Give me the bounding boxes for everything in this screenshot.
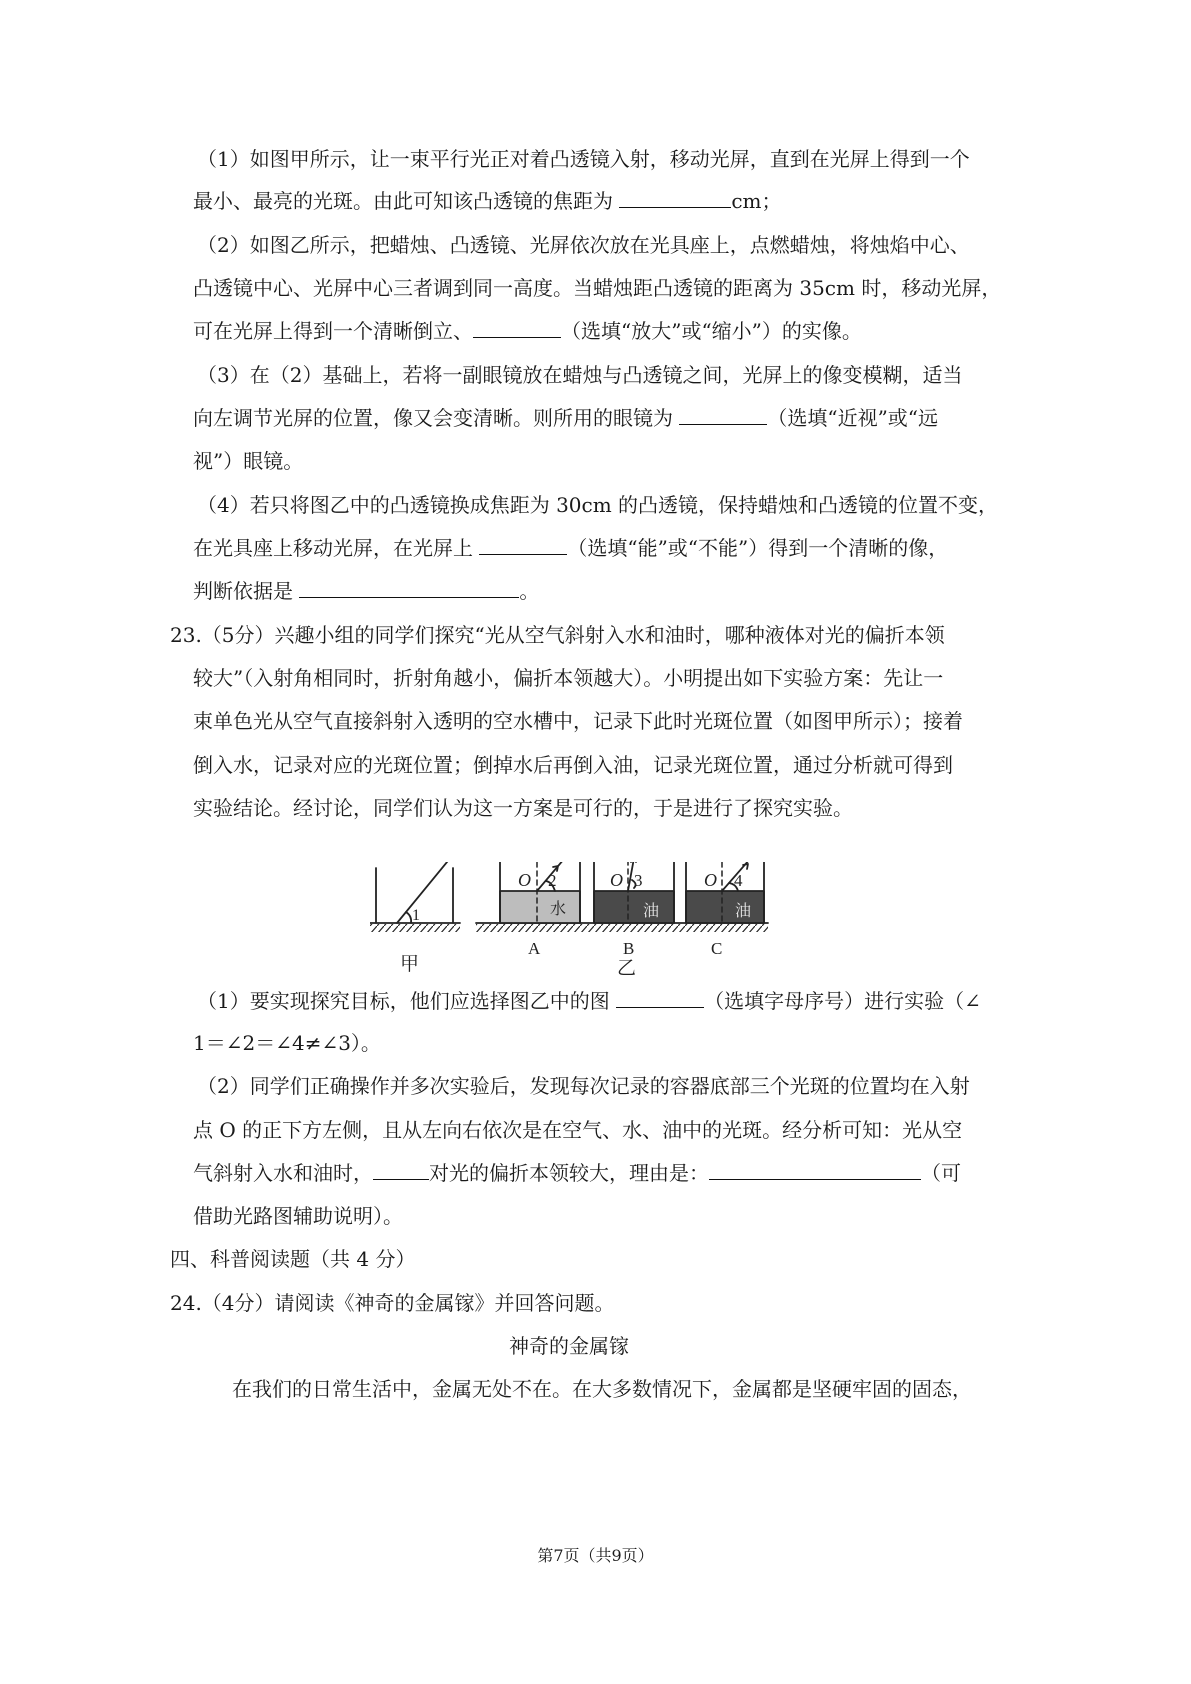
q22-p2-line3 [193, 318, 862, 344]
q23-s1-text: （1）要实现探究目标，他们应选择图乙中的图 [197, 989, 617, 1013]
q22-p3-line2 [193, 405, 938, 431]
light-ray-c [722, 862, 770, 891]
q22-p2-text: 可在光屏上得到一个清晰倒立、 [193, 319, 473, 343]
article-title: 神奇的金属镓 [509, 1334, 629, 1358]
q22-p4-line3 [193, 578, 539, 604]
oil-label-c: 油 [735, 903, 752, 920]
q23-s2-text-tail: （可 [921, 1161, 961, 1185]
q23-s2-line2: 点 O 的正下方左侧，且从左向右依次是在空气、水、油中的光斑。经分析可知：光从空 [193, 1118, 963, 1142]
answer-blank-figure-choice[interactable] [616, 989, 704, 1008]
q23-s1-text-tail: （选填字母序号）进行实验（∠ [704, 989, 981, 1013]
q22-p3-text-tail: （选填“近视”或“远 [767, 406, 939, 430]
answer-blank-glasses[interactable] [679, 406, 767, 425]
q23-s2-line3 [193, 1160, 961, 1186]
angle-label-2: 2 [548, 871, 557, 890]
q23-s1-line1 [197, 988, 981, 1014]
q22-p2-text-tail: （选填“放大”或“缩小”）的实像。 [561, 319, 862, 343]
q22-p4-line2 [193, 535, 948, 561]
answer-blank-can-image[interactable] [479, 536, 567, 555]
angle-label-1: 1 [412, 907, 420, 924]
q22-p1-line1: （1）如图甲所示，让一束平行光正对着凸透镜入射，移动光屏，直到在光屏上得到一个 [197, 147, 970, 171]
q22-p1-text: 最小、最亮的光斑。由此可知该凸透镜的焦距为 [193, 189, 620, 213]
q23-line1: 23.（5分）兴趣小组的同学们探究“光从空气斜射入水和油时，哪种液体对光的偏折本领 [170, 623, 945, 647]
caption-yi: 乙 [617, 958, 637, 979]
q22-p4-line1: （4）若只将图乙中的凸透镜换成焦距为 30cm 的凸透镜，保持蜡烛和凸透镜的位置不变， [197, 493, 999, 517]
q23-line2: 较大”（入射角相同时，折射角越小，偏折本领越大）。小明提出如下实验方案：先让一 [193, 666, 944, 690]
oil-fill-c [686, 891, 764, 923]
point-o-c: O [704, 870, 717, 890]
q23-s2-line4: 借助光路图辅助说明）。 [193, 1204, 403, 1228]
page-footer: 第7页（共9页） [537, 1546, 654, 1565]
q23-s2-text: 气斜射入水和油时， [193, 1161, 373, 1185]
tank-a [500, 862, 580, 923]
answer-blank-focal-length[interactable] [619, 189, 731, 208]
q23-line4: 倒入水，记录对应的光斑位置；倒掉水后再倒入油，记录光斑位置，通过分析就可得到 [193, 753, 953, 777]
q23-line5: 实验结论。经讨论，同学们认为这一方案是可行的，于是进行了探究实验。 [193, 796, 853, 820]
q22-p2-line1: （2）如图乙所示，把蜡烛、凸透镜、光屏依次放在光具座上，点燃蜡烛，将烛焰中心、 [197, 233, 970, 257]
q22-p4-period: 。 [519, 579, 540, 603]
oil-fill-b [594, 891, 674, 923]
q22-p3-line3: 视”）眼镜。 [193, 449, 304, 473]
q22-p1-unit: cm； [731, 189, 782, 213]
answer-blank-basis[interactable] [299, 579, 519, 598]
point-o-b: O [610, 870, 623, 890]
q22-p4-text: 在光具座上移动光屏，在光屏上 [193, 536, 480, 560]
q22-p3-text: 向左调节光屏的位置，像又会变清晰。则所用的眼镜为 [193, 406, 680, 430]
caption-jia: 甲 [400, 954, 420, 975]
oil-label-b: 油 [643, 903, 660, 920]
water-label: 水 [550, 901, 567, 918]
label-a: A [528, 939, 541, 958]
water-fill [500, 891, 580, 923]
tank-c [686, 862, 770, 923]
q22-p4-basis-label: 判断依据是 [193, 579, 300, 603]
q23-s1-line2: 1＝∠2＝∠4≠∠3）。 [193, 1031, 381, 1055]
label-c: C [711, 939, 723, 958]
answer-blank-liquid[interactable] [373, 1161, 429, 1180]
q24-line1: 24.（4分）请阅读《神奇的金属镓》并回答问题。 [170, 1291, 615, 1315]
answer-blank-image-size[interactable] [473, 319, 561, 338]
angle-label-3: 3 [634, 871, 643, 890]
q23-line3: 束单色光从空气直接斜射入透明的空水槽中，记录下此时光斑位置（如图甲所示）；接着 [193, 709, 963, 733]
point-o-a: O [518, 870, 531, 890]
angle-arc-1 [406, 912, 411, 923]
q22-p4-text-tail: （选填“能”或“不能”）得到一个清晰的像， [567, 536, 949, 560]
section-heading: 四、科普阅读题（共 4 分） [170, 1247, 416, 1271]
answer-blank-reason[interactable] [709, 1161, 921, 1180]
label-b: B [623, 939, 635, 958]
q22-p3-line1: （3）在（2）基础上，若将一副眼镜放在蜡烛与凸透镜之间，光屏上的像变模糊，适当 [197, 363, 963, 387]
figure-jia [370, 862, 470, 932]
q23-s2-line1: （2）同学们正确操作并多次实验后，发现每次记录的容器底部三个光斑的位置均在入射 [197, 1074, 970, 1098]
q22-p1-line2 [193, 188, 782, 214]
article-paragraph: 在我们的日常生活中，金属无处不在。在大多数情况下，金属都是坚硬牢固的固态， [232, 1377, 972, 1401]
q23-s2-text-mid: 对光的偏折本领较大，理由是： [429, 1161, 709, 1185]
angle-label-4: 4 [734, 871, 743, 890]
refraction-figure [370, 862, 800, 982]
q22-p2-line2: 凸透镜中心、光屏中心三者调到同一高度。当蜡烛距凸透镜的距离为 35cm 时，移动光屏， [193, 276, 1002, 300]
